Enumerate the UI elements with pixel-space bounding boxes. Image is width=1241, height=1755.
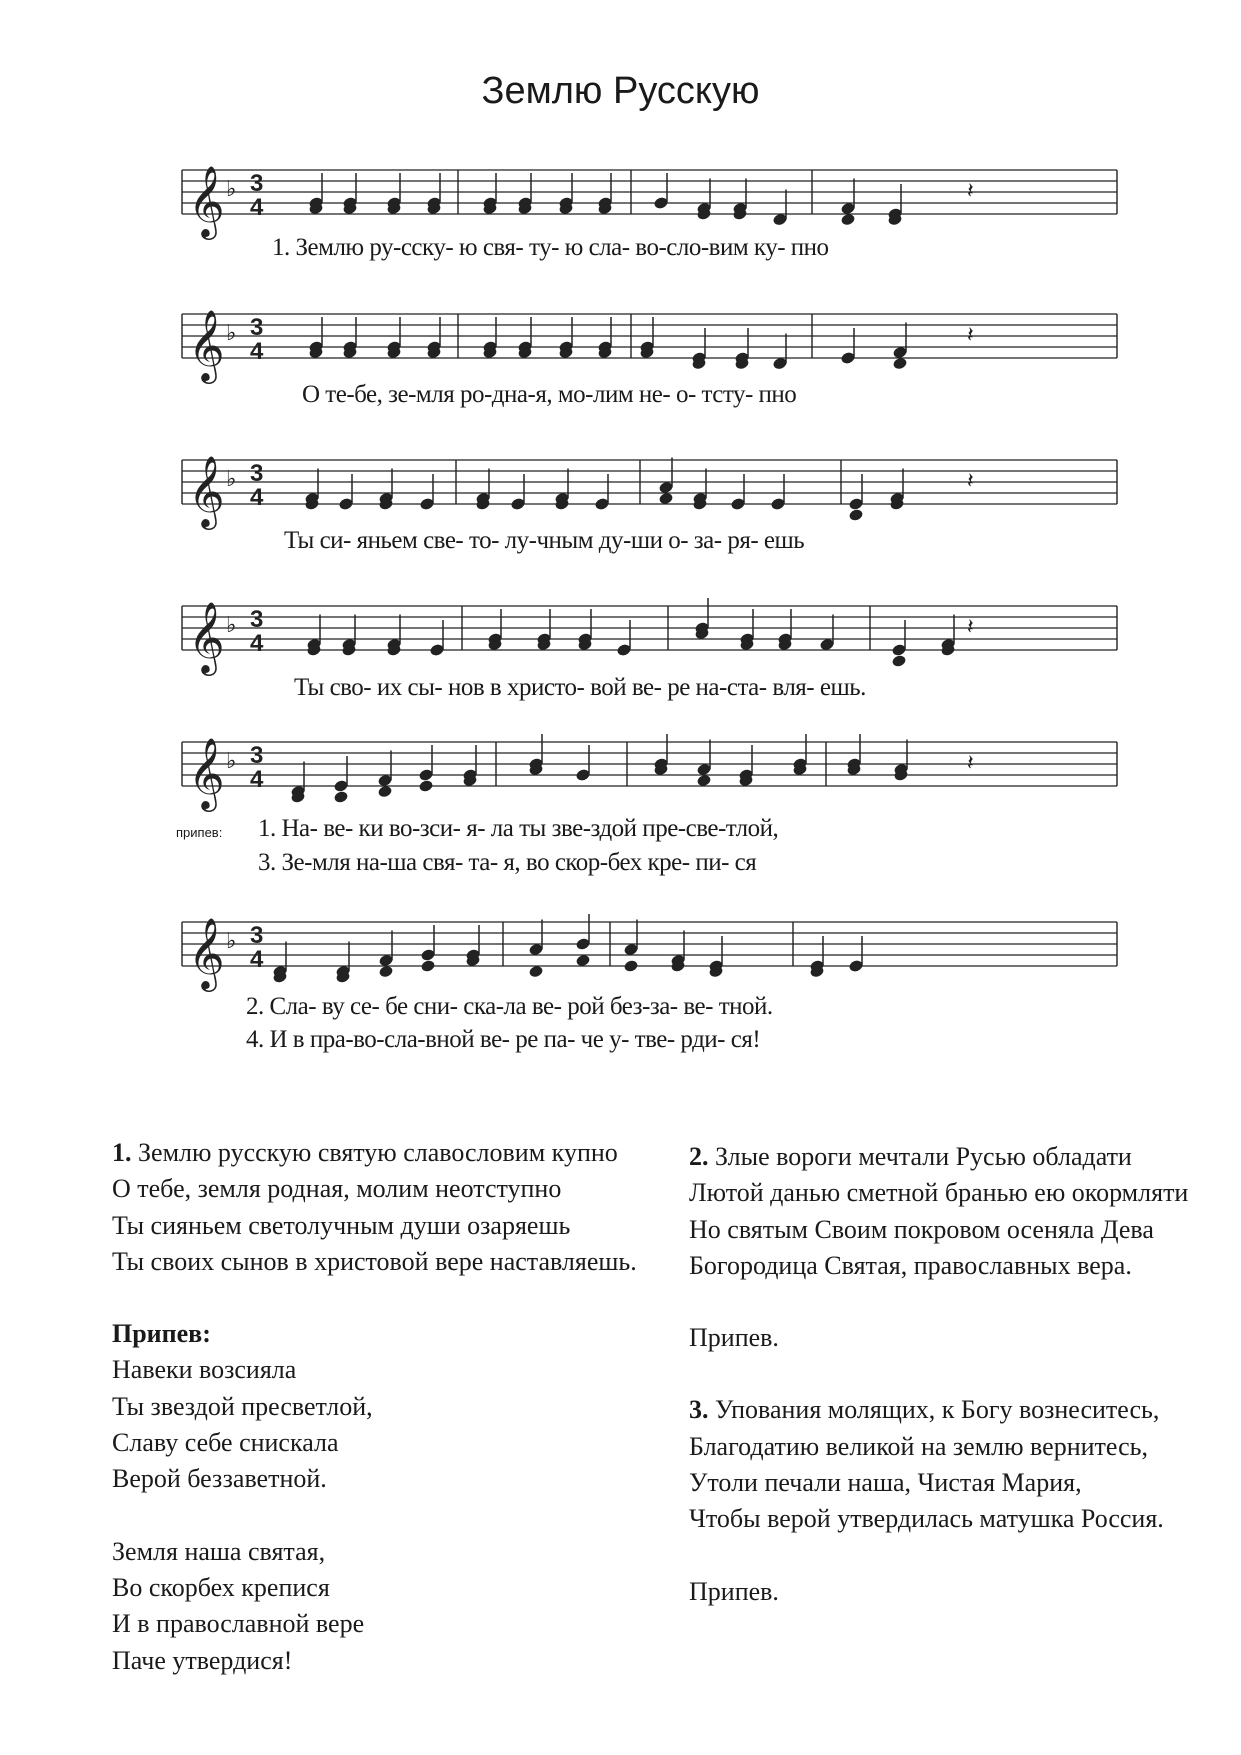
quarter-rest-icon: 𝄽 — [967, 323, 974, 348]
quarter-rest-icon: 𝄽 — [967, 615, 974, 640]
lyric-line: 4. И в пра-во-сла-вной ве- ре па- че у- тве- рди- ся! — [246, 1026, 761, 1053]
time-signature-bottom: 4 — [250, 194, 264, 221]
verse-line: Верой беззаветной. — [112, 1464, 327, 1494]
verse-line: Во скорбех крепися — [112, 1572, 330, 1602]
lyric-line: 3. Зе-мля на-ша свя- та- я, во скор-бех кре- пи- ся — [258, 849, 757, 876]
quarter-rest-icon: 𝄽 — [967, 751, 974, 776]
flat-sign-icon: ♭ — [226, 929, 237, 954]
refrain-label: припев: — [176, 825, 223, 840]
note-head — [696, 774, 712, 788]
flat-sign-icon: ♭ — [226, 467, 237, 492]
page-title: Землю Русскую — [481, 70, 760, 112]
quarter-rest-icon: 𝄽 — [967, 179, 974, 204]
verse-line: Ты своих сынов в христовой вере наставляешь. — [112, 1246, 637, 1276]
note-head — [840, 213, 856, 227]
verse-3 — [689, 1392, 1229, 1537]
note-head — [623, 959, 639, 973]
time-signature-top: 3 — [250, 922, 264, 949]
note-head — [377, 785, 393, 799]
verse-line: И в православной вере — [112, 1609, 365, 1639]
verse-line: О тебе, земля родная, молим неотступно — [112, 1174, 562, 1204]
music-system-4 — [0, 575, 1241, 720]
note-head — [418, 779, 434, 793]
chorus-heading: Припев: — [112, 1319, 211, 1349]
note-head — [658, 492, 674, 506]
time-signature-top: 3 — [250, 460, 264, 487]
verse-line: Чтобы верой утвердилась матушка Россия. — [689, 1504, 1164, 1534]
lyric-line: 1. Землю ру-сску- ю свя- ту- ю сла- во-сло-вим ку- пно — [272, 234, 829, 261]
flat-sign-icon: ♭ — [226, 177, 237, 202]
verse-line: Паче утвердися! — [112, 1645, 293, 1675]
time-signature-bottom: 4 — [250, 484, 264, 511]
treble-clef-icon: 𝄞 — [188, 600, 225, 673]
lyric-line: Ты сво- их сы- нов в христо- вой ве- ре на-ста- вля- ешь. — [294, 674, 866, 701]
verse-line: Богородица Святая, православных вера. — [689, 1250, 1132, 1280]
lyric-line: О те-бе, зе-мля ро-дна-я, мо-лим не- о- тсту- пно — [302, 381, 797, 408]
verse-line: Земля наша святая, — [112, 1536, 326, 1566]
verse-line: Славу себе снискала — [112, 1428, 339, 1458]
lyric-line: 2. Сла- ву се- бе сни- ска-ла ве- рой без-за- ве- тной. — [246, 993, 773, 1020]
note-head — [575, 954, 591, 968]
time-signature-top: 3 — [250, 170, 264, 197]
note-head — [891, 654, 907, 668]
flat-sign-icon: ♭ — [226, 749, 237, 774]
music-system-1 — [0, 140, 1241, 285]
verse-line: Ты сияньем светолучным души озаряешь — [112, 1210, 571, 1240]
note-head — [420, 959, 436, 973]
note-head — [848, 508, 864, 522]
verse-line: Ты звездой пресветлой, — [112, 1391, 373, 1421]
chorus-block — [112, 1316, 672, 1497]
treble-clef-icon: 𝄞 — [188, 164, 225, 237]
flat-sign-icon: ♭ — [226, 613, 237, 638]
verses-left-column — [112, 1135, 672, 1679]
music-system-6 — [0, 893, 1241, 1053]
treble-clef-icon: 𝄞 — [188, 308, 225, 381]
music-system-5 — [0, 713, 1241, 876]
time-signature-top: 3 — [250, 606, 264, 633]
note-head — [528, 965, 544, 979]
verse-line: Упования молящих, к Богу вознеситесь, — [715, 1395, 1160, 1425]
music-system-2 — [0, 283, 1241, 428]
quarter-rest-icon: 𝄽 — [967, 469, 974, 494]
verse-line: Навеки возсияла — [112, 1355, 297, 1385]
treble-clef-icon: 𝄞 — [188, 916, 225, 989]
verse-line: Утоли печали наша, Чистая Мария, — [689, 1468, 1082, 1498]
verse-line: Землю русскую святую славословим купно — [138, 1138, 618, 1167]
lyric-line: 1. На- ве- ки во-зси- я- ла ты зве-здой пре-све-тлой, — [258, 815, 779, 842]
time-signature-top: 3 — [250, 742, 264, 769]
note-head — [378, 965, 394, 979]
time-signature-bottom: 4 — [250, 946, 264, 973]
refrain-marker: Припев. — [689, 1323, 779, 1353]
chorus-block-2 — [112, 1534, 672, 1679]
time-signature-bottom: 4 — [250, 630, 264, 657]
time-signature-bottom: 4 — [250, 338, 264, 365]
lyric-line: Ты си- яньем све- то- лу-чным ду-ши о- за- ря- ешь — [284, 527, 805, 554]
verses-right-column — [689, 1139, 1229, 1610]
treble-clef-icon: 𝄞 — [188, 736, 225, 809]
note-head — [333, 790, 349, 804]
verse-line: Лютой данью сметной бранью ею окормляти — [689, 1178, 1189, 1208]
flat-sign-icon: ♭ — [226, 321, 237, 346]
verse-number: 2. — [689, 1142, 709, 1171]
verse-number: 3. — [689, 1395, 709, 1425]
verse-2 — [689, 1139, 1229, 1284]
verse-line: Но святым Своим покровом осеняла Дева — [689, 1214, 1154, 1244]
verse-number: 1. — [112, 1138, 132, 1167]
treble-clef-icon: 𝄞 — [188, 454, 225, 527]
time-signature-bottom: 4 — [250, 766, 264, 793]
refrain-marker: Припев. — [689, 1576, 779, 1606]
verse-line: Благодатию великой на землю вернитесь, — [689, 1431, 1148, 1461]
verse-1 — [112, 1135, 672, 1280]
music-system-3 — [0, 428, 1241, 573]
time-signature-top: 3 — [250, 314, 264, 341]
note-head — [892, 357, 908, 371]
verse-line: Злые вороги мечтали Русью обладати — [715, 1142, 1132, 1171]
